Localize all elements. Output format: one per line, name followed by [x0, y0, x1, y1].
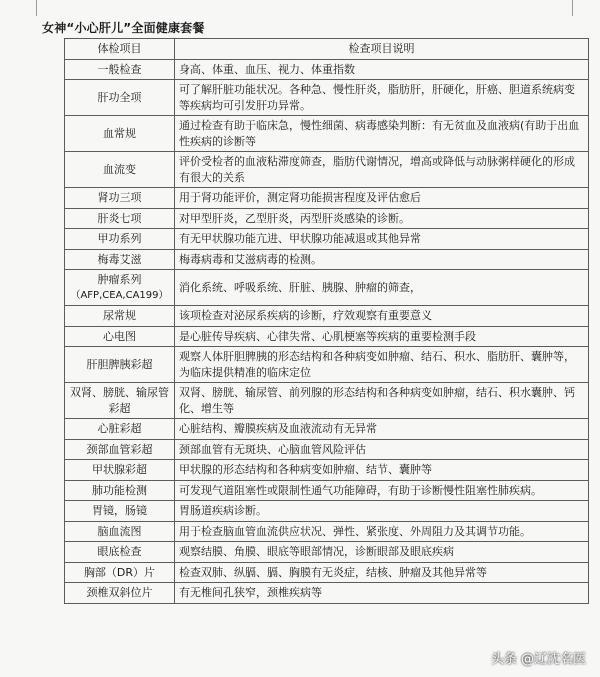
table-header-row — [65, 39, 589, 60]
table-row — [65, 383, 589, 419]
exam-description: 有无椎间孔狭窄，颈椎疾病等 — [175, 583, 589, 604]
exam-item-cell — [65, 562, 175, 583]
exam-description: 是心脏传导疾病、心律失常、心肌梗塞等疾病的重要检测手段 — [175, 326, 589, 347]
exam-item-cell — [65, 80, 175, 116]
table-row — [65, 270, 589, 306]
table-row — [65, 152, 589, 188]
table-row — [65, 439, 589, 460]
table-row — [65, 326, 589, 347]
exam-item-name: 血流变 — [103, 162, 136, 176]
exam-item-name: 肿瘤系列 — [97, 273, 142, 286]
table-row — [65, 480, 589, 501]
table-row — [65, 501, 589, 522]
exam-description: 有无甲状腺功能亢进、甲状腺功能减退或其他异常 — [175, 229, 589, 250]
exam-item-name: 肺功能检测 — [92, 483, 147, 497]
page-edge-right — [572, 0, 573, 16]
exam-description: 评价受检者的血液粘滞度筛查，脂肪代谢情况，增高或降低与动脉粥样硬化的形成有很大的关系 — [175, 152, 589, 188]
exam-item-cell — [65, 439, 175, 460]
exam-description: 可了解肝脏功能状况。各种急、慢性肝炎，脂肪肝，肝硬化，肝癌、胆道系统病变等疾病均可引发肝功异常。 — [175, 80, 589, 116]
table-row — [65, 80, 589, 116]
exam-item-name: 肝炎七项 — [97, 211, 142, 225]
exam-item-name: 胸部（DR）片 — [83, 565, 156, 579]
table-row — [65, 229, 589, 250]
exam-item-cell — [65, 116, 175, 152]
exam-description: 用于检查脑血管血流供应状况、弹性、紧张度、外周阻力及其调节功能。 — [175, 521, 589, 542]
exam-item-cell — [65, 152, 175, 188]
page-edge-left — [36, 0, 37, 16]
exam-item-name: 血常规 — [103, 126, 136, 140]
exam-description: 胃肠道疾病诊断。 — [175, 501, 589, 522]
exam-item-name: 心电图 — [103, 329, 136, 343]
exam-description: 可发现气道阻塞性或限制性通气功能障碍，有助于诊断慢性阻塞性肺疾病。 — [175, 480, 589, 501]
exam-description: 观察人体肝胆脾胰的形态结构和各种病变如肿瘤、结石、积水、脂肪肝、囊肿等，为临床提供精准的临床定位 — [175, 347, 589, 383]
watermark: 头条 @辽沈名医 — [490, 652, 586, 667]
exam-item-name: 肝功全项 — [97, 90, 142, 104]
exam-item-cell — [65, 347, 175, 383]
exam-item-name: 胃镜，肠镜 — [92, 504, 147, 517]
exam-item-subtitle: （AFP,CEA,CA199） — [70, 289, 169, 301]
exam-description: 身高、体重、血压、视力、体重指数 — [175, 59, 589, 80]
exam-description: 用于肾功能评价，测定肾功能损害程度及评估愈后 — [175, 188, 589, 209]
exam-description: 通过检查有助于临床急，慢性细菌、病毒感染判断：有无贫血及血液病(有助于出血性疾病的诊断等 — [175, 116, 589, 152]
exam-item-name: 心脏彩超 — [97, 422, 142, 435]
exam-item-name: 尿常规 — [103, 309, 136, 322]
table-row — [65, 521, 589, 542]
exam-description: 双肾、膀胱、输尿管、前列腺的形态结构和各种病变如肿瘤，结石、积水囊肿、钙化、增生等 — [175, 383, 589, 419]
exam-item-name: 脑血流图 — [97, 524, 142, 538]
exam-item-cell — [65, 480, 175, 501]
exam-item-name: 肾功三项 — [97, 191, 142, 204]
exam-item-cell — [65, 306, 175, 327]
exam-description: 该项检查对泌尿系疾病的诊断，疗效观察有重要意义 — [175, 306, 589, 327]
exam-item-cell — [65, 583, 175, 604]
table-row — [65, 208, 589, 229]
exam-description: 颈部血管有无斑块、心脑血管风险评估 — [175, 439, 589, 460]
exam-item-name: 梅毒艾滋 — [97, 252, 142, 266]
table-row — [65, 306, 589, 327]
exam-item-name: 颈椎双斜位片 — [86, 586, 153, 599]
exam-item-cell — [65, 208, 175, 229]
exam-item-cell — [65, 521, 175, 542]
exam-item-name: 眼底检查 — [97, 545, 142, 558]
table-row — [65, 347, 589, 383]
table-row — [65, 419, 589, 440]
exam-item-name: 甲状腺彩超 — [92, 463, 147, 476]
table-row — [65, 59, 589, 80]
exam-item-name: 甲功系列 — [97, 232, 142, 245]
exam-description: 梅毒病毒和艾滋病毒的检测。 — [175, 249, 589, 270]
table-row — [65, 562, 589, 583]
exam-item-cell — [65, 249, 175, 270]
exam-item-cell — [65, 383, 175, 419]
table-body — [65, 59, 589, 603]
table-row — [65, 460, 589, 481]
table-row — [65, 542, 589, 563]
document-title: 女神“小心肝儿”全面健康套餐 — [42, 21, 205, 35]
exam-description: 心脏结构、瓣膜疾病及血液流动有无异常 — [175, 419, 589, 440]
column-header-item: 体检项目 — [65, 39, 175, 60]
exam-item-cell — [65, 59, 175, 80]
exam-description: 对甲型肝炎，乙型肝炎，丙型肝炎感染的诊断。 — [175, 208, 589, 229]
checkup-table — [64, 38, 589, 604]
exam-description: 消化系统、呼吸系统、肝脏、胰腺、肿瘤的筛查， — [175, 270, 589, 306]
exam-item-cell — [65, 229, 175, 250]
exam-item-cell — [65, 188, 175, 209]
exam-item-cell — [65, 460, 175, 481]
exam-item-name: 一般检查 — [97, 62, 142, 76]
exam-description: 检查双肺、纵膈、膈、胸膜有无炎症，结核、肿瘤及其他异常等 — [175, 562, 589, 583]
exam-item-cell — [65, 270, 175, 306]
exam-item-name: 肝胆脾胰彩超 — [86, 357, 153, 371]
exam-item-name: 颈部血管彩超 — [86, 442, 153, 456]
column-header-description: 检查项目说明 — [175, 39, 589, 60]
exam-description: 甲状腺的形态结构和各种病变如肿瘤、结节、囊肿等 — [175, 460, 589, 481]
exam-description: 观察结膜、角膜、眼底等眼部情况，诊断眼部及眼底疾病 — [175, 542, 589, 563]
exam-item-cell — [65, 419, 175, 440]
exam-item-cell — [65, 542, 175, 563]
exam-item-cell — [65, 501, 175, 522]
table-row — [65, 583, 589, 604]
table-row — [65, 249, 589, 270]
exam-item-name: 双肾、膀胱、输尿管彩超 — [70, 386, 169, 415]
table-row — [65, 188, 589, 209]
exam-item-cell — [65, 326, 175, 347]
table-row — [65, 116, 589, 152]
